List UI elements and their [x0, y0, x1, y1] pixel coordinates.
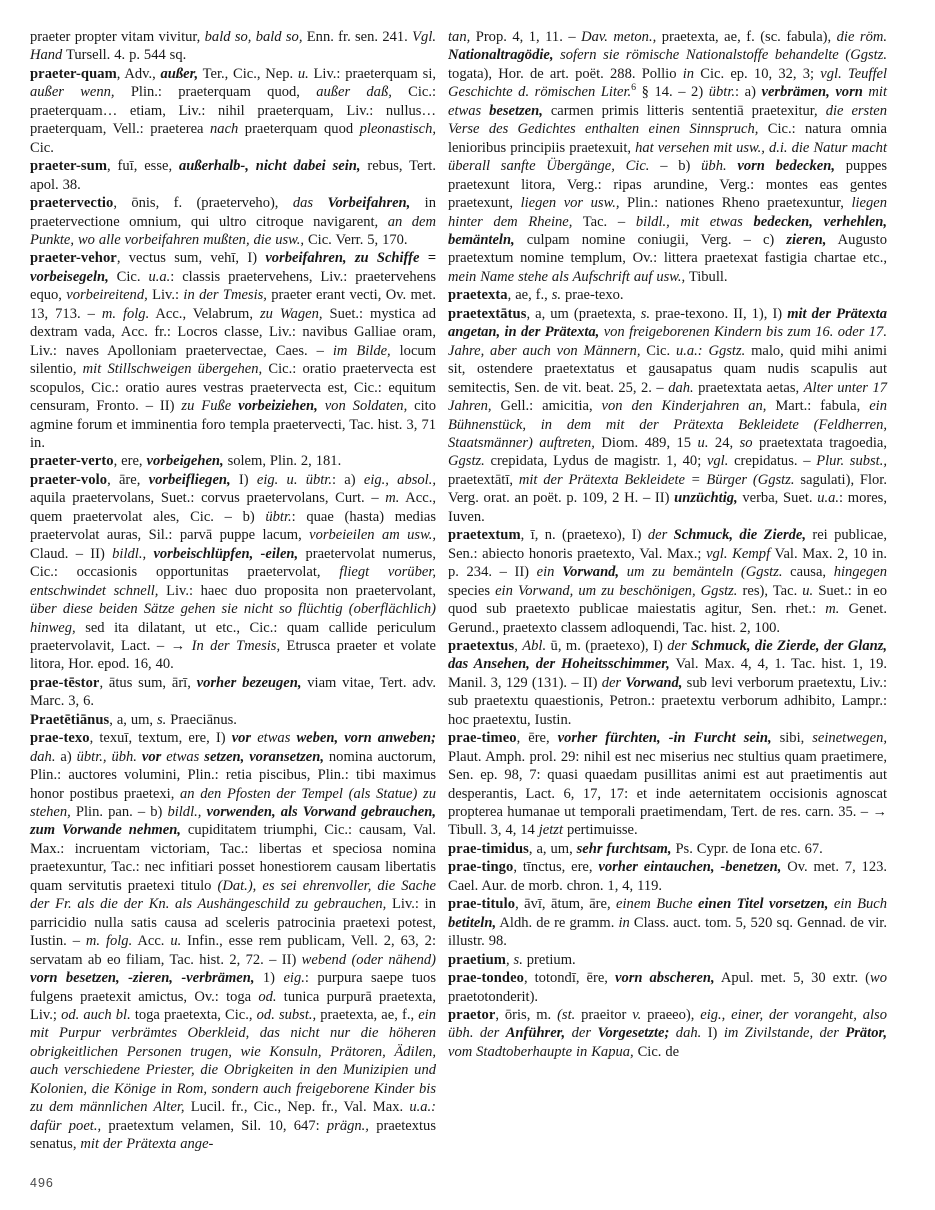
dictionary-entry: praeter-quam, Adv., außer, Ter., Cic., Nep. u. Liv.: praeterquam si, außer wenn, Plin.: praeterquam quod, außer daß, Cic.: praeterquam… etiam, Liv.: nihil praeterquam, Liv.: nullus… praeterquam, Vell.: praeterea nach praeterquam quod pleonastisch, Cic. [30, 65, 437, 156]
dictionary-entry: praetor, ōris, m. (st. praeitor v. praeeo), eig., einer, der vorangeht, also übh. der Anführer, der Vorgesetzte; dah. I) im Zivilstande, der Prätor, vom Stadtoberhaupte in Kapua, Cic. de [448, 1007, 887, 1060]
dictionary-entry: praeter-vehor, vectus sum, vehī, I) vorbeifahren, zu Schiffe = vorbeisegeln, Cic. u.a.: classis praetervehens, Liv.: praetervehens equo, vorbeireitend, Liv.: in der Tmesis, praeter erant vecti, Ov. met. 13, 713. – m. folg. Acc., Velabrum, zu Wagen, Suet.: mystica ad dextram vada, Acc. fr.: Locros classe, Liv.: navibus Galliae oram, Liv.: naves Apolloniam praetervectae, Caes. – im Bilde, locum silentio, mit Stillschweigen übergehen, Cic.: oratio praetervecta est scopulos, Cic.: oratio aures vestras praetervecta est, Cic.: equitum censuram, Fronto. – II) zu Fuße vorbeiziehen, von Soldaten, cito agmine forum et imminentia foro templa praetervecti, Tac. hist. 3, 71 in. [30, 250, 437, 451]
dictionary-entry: praeter-volo, āre, vorbeifliegen, I) eig. u. übtr.: a) eig., absol., aquila praetervolans, Suet.: corvus praetervolans, Curt. – m. Acc., quem praetervolat ales, Cic. – b) übtr.: quae (hasta) medias praetervolat auras, Sil.: parvā puppe lacum, vorbeieilen am usw., Claud. – II) bildl., vorbeischlüpfen, -eilen, praetervolat numerus, Cic.: occasionis opportunitas praetervolat, fliegt vorüber, entschwindet schnell, Liv.: haec duo proposita non praetervolant, über diese beiden Sätze gehen sie nicht so flüchtig (oberflächlich) hinweg, sed ita dilatant, ut etc., Cic.: quam callide periculum praetervolavit, Lact. – → In der Tmesis, Etrusca praeter et volate litora, Hor. epod. 16, 40. [30, 471, 437, 673]
dictionary-entry: prae-titulo, āvī, ātum, āre, einem Buche einen Titel vorsetzen, ein Buch betiteln, Aldh. de re gramm. in Class. auct. tom. 5, 520 sq. Gennad. de vir. illustr. 98. [448, 896, 887, 950]
dictionary-entry: praeter propter vitam vivitur, bald so, bald so, Enn. fr. sen. 241. Vgl. Hand Tursell. 4. p. 544 sq. [30, 29, 436, 64]
dictionary-entry: praetervectio, ōnis, f. (praeterveho), das Vorbeifahren, in praetervectione omnium, qui ultro citroque navigarent, an dem Punkte, wo alle vorbeifahren mußten, die usw., Cic. Verr. 5, 170. [30, 195, 436, 248]
dictionary-entry: prae-timidus, a, um, sehr furchtsam, Ps. Cypr. de Iona etc. 67. [448, 840, 823, 857]
dictionary-entry: praeter-verto, ere, vorbeigehen, solem, Plin. 2, 181. [30, 453, 342, 470]
dictionary-entry: praetextus, Abl. ū, m. (praetexo), I) der Schmuck, die Zierde, der Glanz, das Ansehen, der Hoheitsschimmer, Val. Max. 4, 4, 1. Tac. hist. 1, 19. Manil. 3, 129 (131). – II) der Vorwand, sub levi verborum praetextu, Liv.: sub praetextu quaestionis, Petron.: praetextu verborum adhibito, Lampr.: hoc praetextu, Iustin. [448, 637, 887, 728]
text-column-left [0, 0, 448, 1170]
dictionary-entry: praeter-sum, fuī, esse, außerhalb-, nicht dabei sein, rebus, Tert. apol. 38. [30, 158, 436, 193]
dictionary-entry: praetexta, ae, f., s. prae-texo. [448, 287, 624, 304]
dictionary-entry: prae-tēstor, ātus sum, ārī, vorher bezeugen, viam vitae, Tert. adv. Marc. 3, 6. [30, 674, 436, 710]
dictionary-entry: prae-timeo, ēre, vorher fürchten, -in Furcht sein, sibi, seinetwegen, Plaut. Amph. prol. 29: nihil est nec miserius nec stultius quam praetimere, Sen. ep. 98, 7: quasi quaedam pusillitas animi est aut praetimentis aut desperantis, Lact. 6, 17, 17: et inde aeternitatem occisionis agnoscat propterea humanae ut temporali praetimendam, Tert. de res. carn. 35. – → Tibull. 3, 4, 14 jetzt pertimuisse. [448, 730, 887, 839]
dictionary-entry: praetextum, ī, n. (praetexo), I) der Schmuck, die Zierde, rei publicae, Sen.: abiecto honoris praetexto, Val. Max.; vgl. Kempf Val. Max. 2, 10 in. p. 234. – II) ein Vorwand, um zu bemänteln (Ggstz. causa, hingegen species ein Vorwand, um zu beschönigen, Ggstz. res), Tac. u. Suet.: in eo quod sub praetexto publicae maiestatis agitur, Sen. rhet.: m. Genet. Gerund., praetexto classem adloquendi, Tac. hist. 2, 100. [448, 527, 888, 636]
dictionary-entry: praetium, s. pretium. [448, 951, 576, 968]
page-number: 496 [30, 1176, 54, 1190]
dictionary-entry: prae-texo, texuī, textum, ere, I) vor etwas weben, vorn anweben; dah. a) übtr., übh. vor etwas setzen, voransetzen, nomina auctorum, Plin.: auctores volumini, Plin.: retia piscibus, Plin.: tibi maximus honor postibus praetexi, an den Pfosten der Tempel (als Statue) zu stehen, Plin. pan. – b) bildl., vorwenden, als Vorwand gebrauchen, zum Vorwande nehmen, cupiditatem triumphi, Cic.: causam, Val. Max.: incruentam victoriam, Tac.: libertas et speciosa nomina praetexuntur, Tac.: nec infitiari posset honestiorem causam libertatis quam servitutis praetexi titulo (Dat.), es sei ehrenvoller, die Sache der Fr. als die der Kn. als Aushängeschild zu gebrauchen, Liv.: in parricidio nulla satis causa ad sceleris patrocinia praetexi potest, Iustin. – m. folg. Acc. u. Infin., esse rem publicam, Vell. 2, 63, 2: servatam ab eo filiam, Tac. hist. 2, 72. – II) webend (oder nähend) vorn besetzen, -zieren, -verbrämen, 1) eig.: purpura saepe tuos fulgens praetexit amictus, Ov.: toga od. tunica purpurā praetexta, Liv.; od. auch bl. toga praetexta, Cic., od. subst., praetexta, ae, f., ein mit Purpur verbrämtes Oberkleid, das nicht nur die höheren obrigkeitlichen Personen trugen, wie Konsuln, Prätoren, Ädilen, auch verschiedene Priester, die Obrigkeiten in den Munizipien und Kolonien, die Könige in Rom, sondern auch freigeborene Kinder bis zu dem männlichen Alter, Lucil. fr., Cic., Nep. fr., Val. Max. u.a.: dafür poet., praetextum velamen, Sil. 10, 647: prägn., praetextus senatus, mit der Prätexta ange- [30, 730, 437, 1153]
dictionary-entry: tan, Prop. 4, 1, 11. – Dav. meton., praetexta, ae, f. (sc. fabula), die röm. Nationaltragödie, sofern sie römische Nationalstoffe behandelte (Ggstz. togata), Hor. de art. poët. 288. Pollio in Cic. ep. 10, 32, 3; vgl. Teuffel Geschichte d. römischen Liter.$^6$ § 14. – 2) übtr.: a) verbrämen, vorn mit etwas besetzen, carmen primis litteris sententiā praetexitur, die ersten Verse des Gedichtes enthalten einen Sinnspruch, Cic.: natura omnia lenioribus principiis praetexuit, hat versehen mit usw., d.i. die Natur macht überall sanfte Übergänge, Cic. – b) übh. vorn bedecken, puppes praetexunt litora, Verg.: ripas arundine, Verg.: montes eas gentes praetexunt, liegen vor usw., Plin.: nationes Rheno praetexuntur, liegen hinter dem Rheine, Tac. – bildl., mit etwas bedecken, verhehlen, bemänteln, culpam nomine coniugii, Verg. – c) zieren, Augusto praetextum nomine templum, Ov.: littera praetexat fastigia chartae etc., mein Name stehe als Aufschrift auf usw., Tibull. [448, 29, 888, 285]
text-column-right [448, 0, 935, 1170]
dictionary-entry: praetextātus, a, um (praetexta, s. prae-texono. II, 1), I) mit der Prätexta angetan, in der Prätexta, von freigeborenen Kindern bis zum 16. oder 17. Jahre, aber auch von Männern, Cic. u.a.: Ggstz. malo, quid mihi animi sit, ostendere praetextatus et gausapatus quam nudis scapulis aut semitectis, Sen. de vit. beat. 25, 2. – dah. praetextata aetas, Alter unter 17 Jahren, Gell.: amicitia, von den Kinderjahren an, Mart.: fabula, ein Bühnenstück, in dem mit der Prätexta Bekleidete (Feldherren, Staatsmänner) auftreten, Diom. 489, 15 u. 24, so praetextata tragoedia, Ggstz. crepidata, Lydus de magistr. 1, 40; vgl. crepidatus. – Plur. subst., praetextātī, mit der Prätexta Bekleidete = Bürger (Ggstz. sagulati), Flor. Verg. orat. an poët. p. 109, 2 H. – II) unzüchtig, verba, Suet. u.a.: mores, Iuven. [448, 305, 888, 525]
dictionary-entry: prae-tingo, tīnctus, ere, vorher eintauchen, -benetzen, Ov. met. 7, 123. Cael. Aur. de morb. chron. 1, 4, 119. [448, 859, 888, 894]
dictionary-entry: Praetētiānus, a, um, s. Praeciānus. [30, 711, 237, 728]
dictionary-entry: prae-tondeo, totondī, ēre, vorn abscheren, Apul. met. 5, 30 extr. (wo praetotonderit). [448, 970, 888, 1005]
